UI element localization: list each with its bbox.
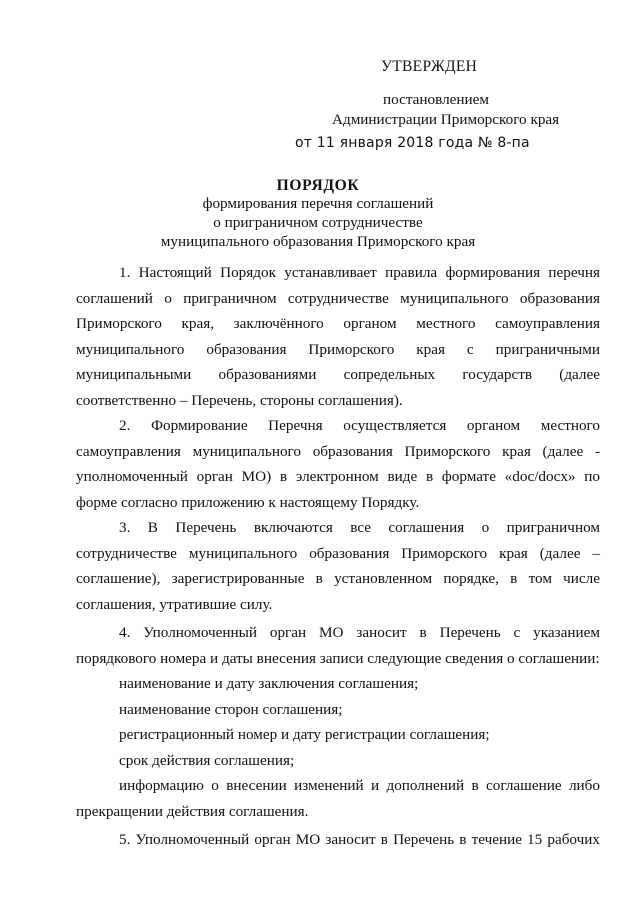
list-item: наименование сторон соглашения; <box>119 700 343 718</box>
paragraph-2: 2. Формирование Перечня осуществляется органом местного самоуправления муниципального образования Приморского края (далее - уполномоченный орган МО) в электронном виде в формате «doc/docx» по форме согласно приложению к настоящему Порядку. <box>76 417 600 511</box>
list-item: регистрационный номер и дату регистрации соглашения; <box>119 726 490 743</box>
paragraph-4: 4. Уполномоченный орган МО заносит в Перечень с указанием порядкового номера и даты внесения записи следующие сведения о соглашении: <box>76 624 600 667</box>
paragraph-5-block <box>76 827 600 853</box>
approval-line-resolution: постановлением <box>382 91 490 108</box>
paragraph-3-block <box>76 515 600 617</box>
document-subtitle-line-1: формирования перечня соглашений <box>202 195 434 212</box>
approval-line-administration: Администрации Приморского края <box>332 111 560 128</box>
approval-title: УТВЕРЖДЕН <box>381 58 478 75</box>
document-title: ПОРЯДОК <box>276 177 360 194</box>
paragraph-5: 5. Уполномоченный орган МО заносит в Перечень в течение 15 рабочих <box>119 831 600 848</box>
paragraph-3: 3. В Перечень включаются все соглашения о приграничном сотрудничестве муниципального образования Приморского края (далее – соглашение), зарегистрированные в установленном порядке, в том числе соглашения, утратившие силу. <box>76 519 600 613</box>
paragraph-2-block <box>76 413 600 515</box>
list-item: информацию о внесении изменений и дополнений в соглашение либо прекращении действия соглашения. <box>76 777 600 820</box>
document-subtitle-line-3: муниципального образования Приморского края <box>160 233 476 250</box>
paragraph-4-block <box>76 620 600 824</box>
list-item: наименование и дату заключения соглашения; <box>119 675 419 692</box>
approval-line-date-number: от 11 января 2018 года № 8-па <box>295 135 530 151</box>
paragraph-1: 1. Настоящий Порядок устанавливает правила формирования перечня соглашений о приграничном сотрудничестве муниципального образования Приморского края, заключённого органом местного самоуправления муниципального образования Приморского края с приграничными муниципальными образованиями сопредельных государств (далее соответственно – Перечень, стороны соглашения). <box>76 264 600 409</box>
document-subtitle-line-2: о приграничном сотрудничестве <box>213 214 423 231</box>
paragraph-1-block <box>76 260 600 413</box>
list-item: срок действия соглашения; <box>119 751 295 769</box>
